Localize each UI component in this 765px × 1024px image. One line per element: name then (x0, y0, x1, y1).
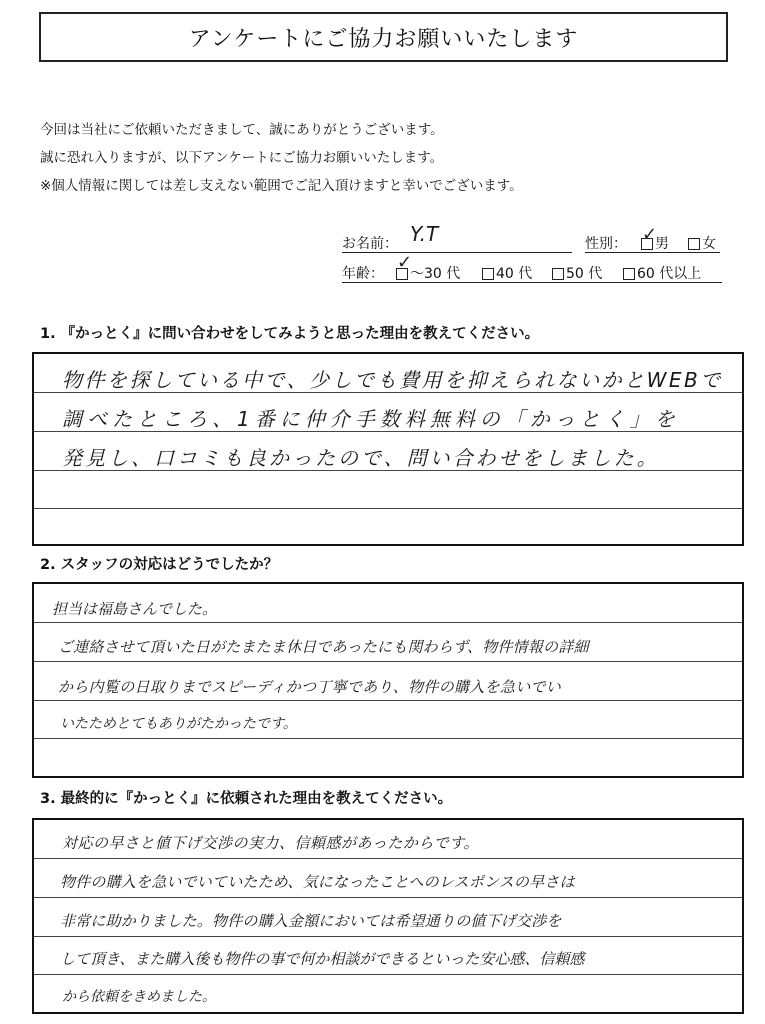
ruled-line (34, 700, 742, 701)
ruled-line (34, 897, 742, 898)
ruled-line (34, 622, 742, 623)
name-underline (342, 252, 572, 253)
question-3-label: 3. 最終的に『かっとく』に依頼された理由を教えてください。 (40, 791, 453, 807)
name-value: Y.T (410, 222, 439, 246)
name-label: お名前： (342, 236, 398, 252)
ruled-line (34, 661, 742, 662)
page-title: アンケートにご協力お願いいたします (39, 12, 728, 62)
checkbox[interactable] (688, 238, 700, 250)
checkbox[interactable] (482, 268, 494, 280)
question-1-label: 1. 『かっとく』に問い合わせをしてみようと思った理由を教えてください。 (40, 326, 540, 342)
intro-line-2: 誠に恐れ入りますが、以下アンケートにご協力お願いいたします。 (40, 150, 444, 166)
age-option-under-30[interactable]: ～30 代 (396, 263, 460, 283)
answer-3-line-3: 非常に助かりました。物件の購入金額においては希望通りの値下げ交渉を (60, 912, 562, 930)
age-option-40[interactable]: 40 代 (482, 263, 532, 283)
ruled-line (34, 738, 742, 739)
checkbox[interactable] (552, 268, 564, 280)
check-mark-icon: ✓ (642, 224, 658, 245)
age-option-60-plus[interactable]: 60 代以上 (623, 263, 701, 283)
answer-2-line-4: いたためとてもありがたかったです。 (60, 716, 297, 732)
ruled-line (34, 508, 742, 509)
answer-3-line-5: から依頼をきめました。 (62, 989, 216, 1005)
answer-3-line-4: して頂き、また購入後も物件の事で何か相談ができるといった安心感、信頼感 (60, 950, 585, 968)
answer-box-2[interactable] (32, 582, 744, 778)
gender-option-female[interactable]: 女 (688, 233, 716, 253)
answer-box-1[interactable] (32, 352, 744, 546)
check-mark-icon: ✓ (397, 252, 413, 273)
answer-2-line-3: から内覧の日取りまでスピーディかつ丁寧であり、物件の購入を急いでい (58, 678, 562, 696)
ruled-line (34, 858, 742, 859)
ruled-line (34, 974, 742, 975)
question-2-label: 2. スタッフの対応はどうでしたか？ (40, 557, 279, 573)
intro-line-1: 今回は当社にご依頼いただきまして、誠にありがとうございます。 (40, 122, 444, 138)
answer-3-line-1: 対応の早さと値下げ交渉の実力、信頼感があったからです。 (62, 834, 480, 852)
gender-label: 性別： (585, 236, 627, 252)
intro-line-3: ※個人情報に関しては差し支えない範囲でご記入頂けますと幸いでございます。 (40, 178, 523, 194)
checkbox[interactable] (623, 268, 635, 280)
age-label: 年齢： (342, 266, 384, 282)
answer-2-line-2: ご連絡させて頂いた日がたまたま休日であったにも関わらず、物件情報の詳細 (58, 638, 589, 656)
gender-option-male[interactable]: 男 (641, 233, 669, 253)
answer-1-line-2: 調べたところ、1番に仲介手数料無料の「かっとく」を (62, 407, 680, 431)
answer-3-line-2: 物件の購入を急いでいていたため、気になったことへのレスポンスの早さは (60, 873, 575, 891)
answer-2-line-1: 担当は福島さんでした。 (52, 600, 218, 618)
age-underline (342, 282, 722, 283)
answer-1-line-3: 発見し、口コミも良かったので、問い合わせをしました。 (62, 446, 660, 470)
gender-underline (585, 252, 720, 253)
ruled-line (34, 936, 742, 937)
age-option-50[interactable]: 50 代 (552, 263, 602, 283)
answer-box-3[interactable] (32, 818, 744, 1014)
answer-1-line-1: 物件を探している中で、少しでも費用を抑えられないかとWEBで (62, 368, 723, 392)
